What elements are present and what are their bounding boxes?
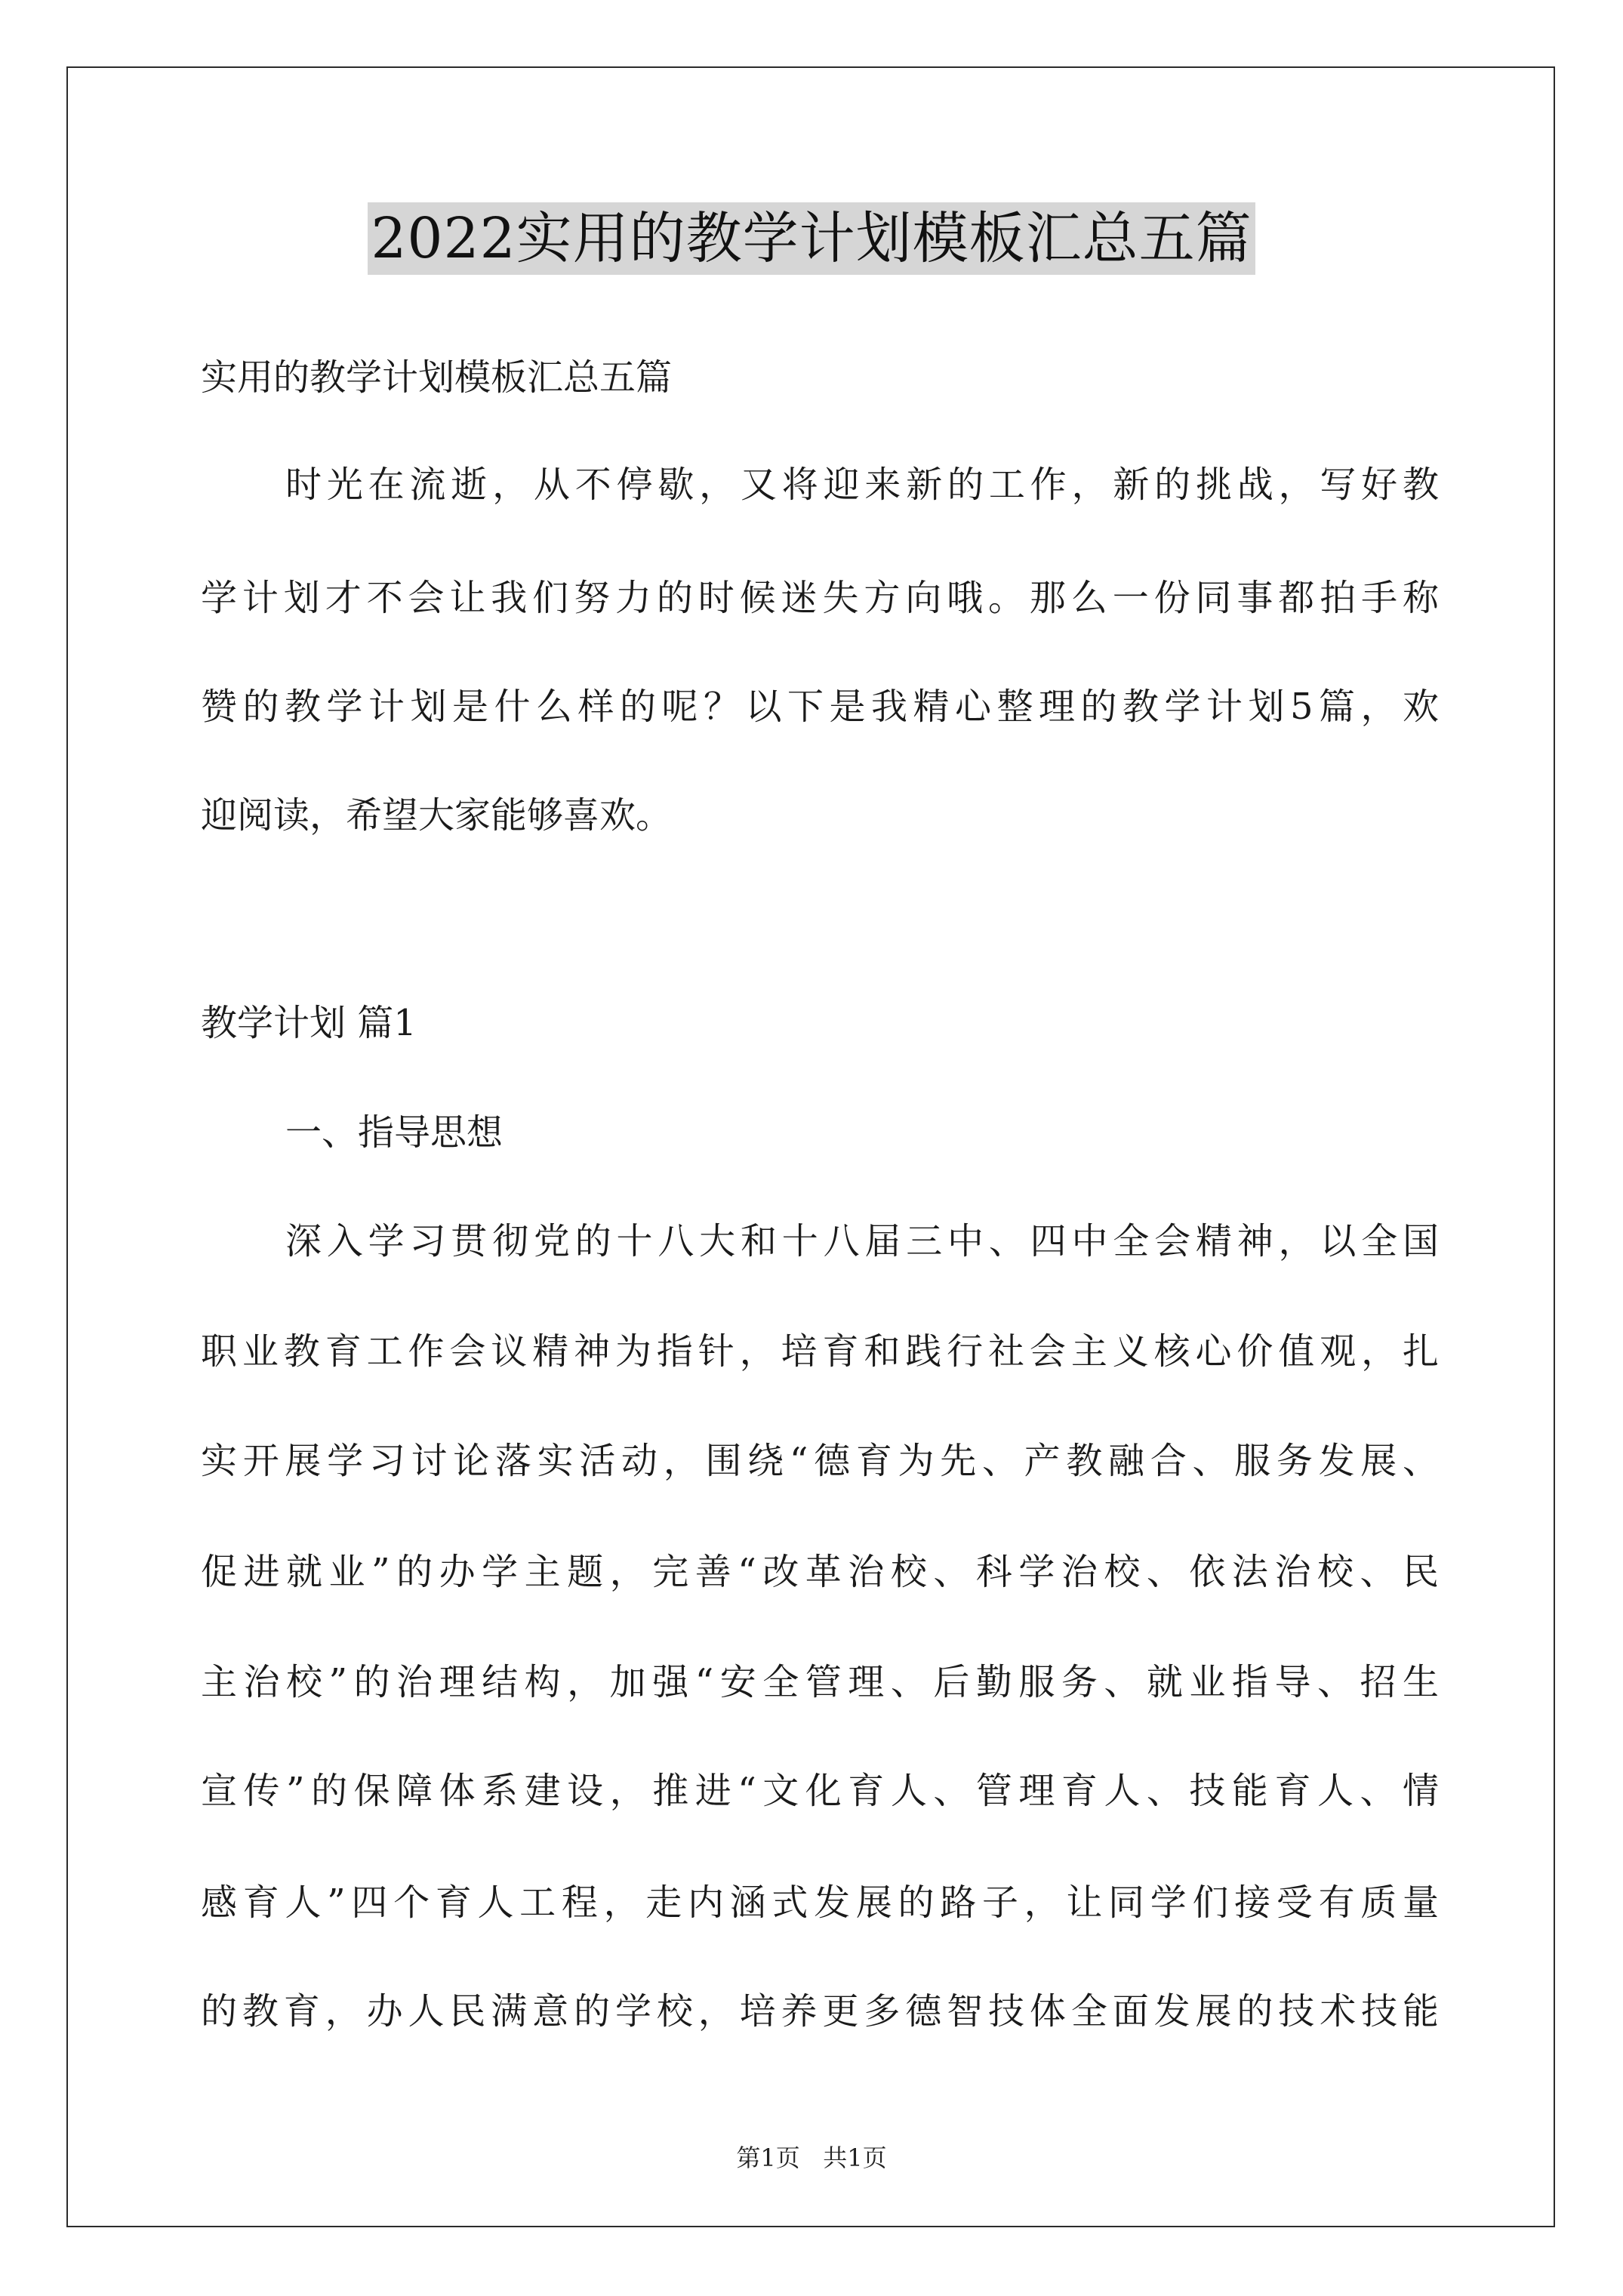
document-title: 2022实用的教学计划模板汇总五篇 (368, 202, 1255, 275)
body-line-3: 实开展学习讨论落实活动，围绕“德育为先、产教融合、服务发展、 (201, 1440, 1439, 1482)
section-heading: 教学计划 篇1 (201, 1002, 417, 1044)
intro-line-3: 赞的教学计划是什么样的呢？以下是我精心整理的教学计划5篇，欢 (201, 686, 1439, 728)
body-line-7: 感育人”四个育人工程，走内涵式发展的路子，让同学们接受有质量 (201, 1881, 1439, 1924)
body-line-6: 宣传”的保障体系建设，推进“文化育人、管理育人、技能育人、情 (201, 1770, 1439, 1812)
intro-line-4: 迎阅读，希望大家能够喜欢。 (201, 794, 673, 837)
subheading: 一、指导思想 (285, 1111, 504, 1154)
body-line-2: 职业教育工作会议精神为指针，培育和践行社会主义核心价值观，扎 (201, 1330, 1439, 1373)
intro-line-1: 时光在流逝，从不停歇，又将迎来新的工作，新的挑战，写好教 (285, 464, 1439, 506)
body-line-4: 促进就业”的办学主题，完善“改革治校、科学治校、依法治校、民 (201, 1551, 1439, 1593)
body-line-1: 深入学习贯彻党的十八大和十八届三中、四中全会精神，以全国 (285, 1220, 1439, 1262)
body-line-8: 的教育，办人民满意的学校，培养更多德智技体全面发展的技术技能 (201, 1990, 1439, 2032)
document-subtitle: 实用的教学计划模板汇总五篇 (201, 356, 673, 399)
body-line-5: 主治校”的治理结构，加强“安全管理、后勤服务、就业指导、招生 (201, 1661, 1439, 1703)
page-number-footer: 第1页 共1页 (736, 2143, 887, 2172)
title-container (0, 202, 1623, 275)
intro-line-2: 学计划才不会让我们努力的时候迷失方向哦。那么一份同事都拍手称 (201, 577, 1439, 619)
